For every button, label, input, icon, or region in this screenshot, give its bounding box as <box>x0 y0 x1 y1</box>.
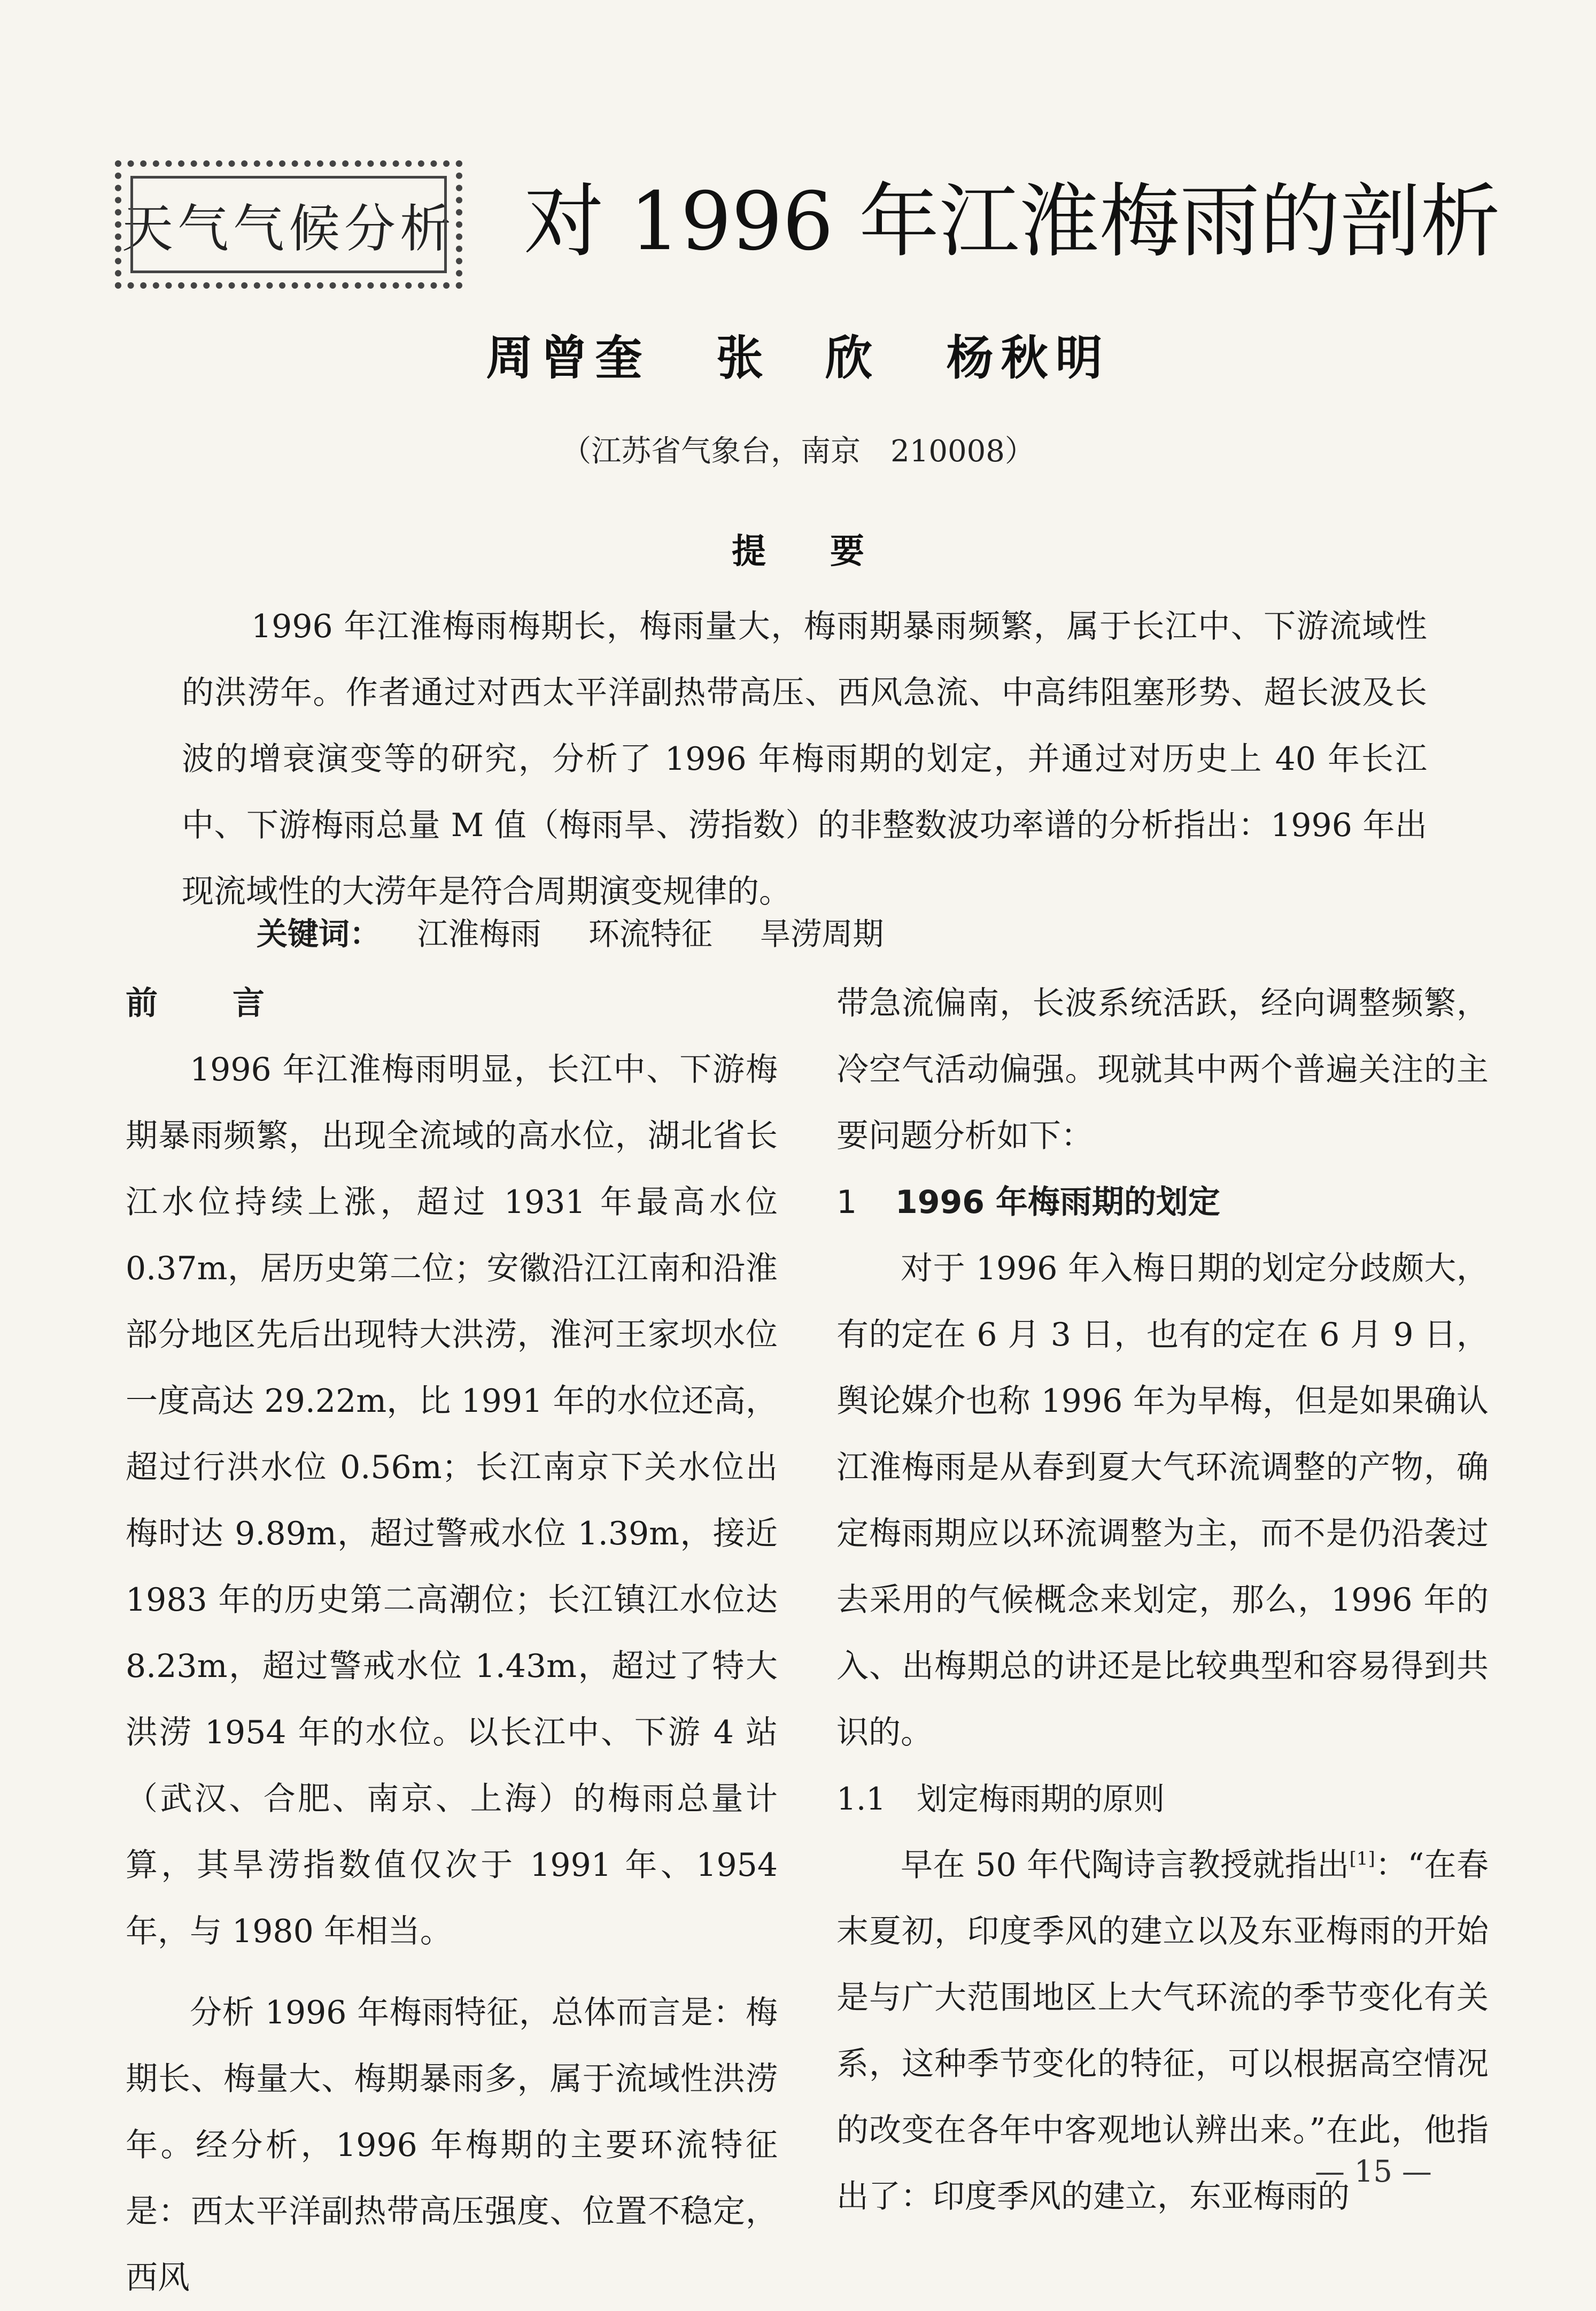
section-number: 1 <box>836 1184 857 1221</box>
keywords-label: 关键词： <box>257 916 381 952</box>
subsection-number: 1.1 <box>836 1781 886 1817</box>
section-title: 1996 年梅雨期的划定 <box>895 1184 1220 1221</box>
column-tag: 天气气候分析 <box>122 198 455 259</box>
page-number: — 15 — <box>1315 2154 1432 2189</box>
abstract-text: 1996 年江淮梅雨梅期长，梅雨量大，梅雨期暴雨频繁，属于长江中、下游流域性的洪涝年。作者通过对西太平洋副热带高压、西风急流、中高纬阻塞形势、超长波及长波的增衰演变等的研究，分析了 1996 年梅雨期的划定，并通过对历史上 40 年长江中、下游梅雨总量 M 值（梅雨旱、涝指数）的非整数波功率谱的分析指出：1996 年出现流域性的大涝年是符合周期演变规律的。 <box>182 608 1427 910</box>
column-tag-box <box>115 160 462 289</box>
paragraph-text: ：“在春末夏初，印度季风的建立以及东亚梅雨的开始是与广大范围地区上大气环流的季节变化有关系，这种季节变化的特征，可以根据高空情况的改变在各年中客观地认辨出来。”在此，他指出了：印度季风的建立，东亚梅雨的 <box>836 1846 1489 2215</box>
author-list <box>0 321 1596 388</box>
author-name: 周曾奎 <box>486 330 650 385</box>
body-paragraph-continuation: 带急流偏南，长波系统活跃，经向调整频繁，冷空气活动偏强。现就其中两个普遍关注的主要问题分析如下： <box>836 985 1489 1155</box>
left-column <box>126 970 778 2311</box>
reference-mark: [1] <box>1349 1848 1375 1869</box>
keyword: 旱涝周期 <box>760 916 884 952</box>
author-name: 杨秋明 <box>946 330 1110 385</box>
section-heading-1 <box>836 1169 1489 1235</box>
keyword: 江淮梅雨 <box>417 916 541 952</box>
article-title: 对 1996 年江淮梅雨的剖析 <box>524 175 1501 268</box>
abstract-heading: 提要 <box>732 532 928 571</box>
keyword: 环流特征 <box>588 916 712 952</box>
body-paragraph: 分析 1996 年梅雨特征，总体而言是：梅期长、梅量大、梅期暴雨多，属于流域性洪涝年。经分析，1996 年梅期的主要环流特征是：西太平洋副热带高压强度、位置不稳定，西风 <box>126 1994 778 2297</box>
section-title-preface: 前 言 <box>126 985 286 1022</box>
subsection-heading-1-1 <box>836 1766 1489 1832</box>
subsection-title: 划定梅雨期的原则 <box>917 1781 1165 1817</box>
body-paragraph: 对于 1996 年入梅日期的划定分歧颇大，有的定在 6 月 3 日，也有的定在 6 月 9 日，舆论媒介也称 1996 年为早梅，但是如果确认江淮梅雨是从春到夏大气环流调整的产物，确定梅雨期应以环流调整为主，而不是仍沿袭过去采用的气候概念来划定，那么，1996 年的入、出梅期总的讲还是比较典型和容易得到共识的。 <box>836 1250 1489 1751</box>
paragraph-text: 早在 50 年代陶诗言教授就指出 <box>901 1846 1350 1884</box>
body-paragraph: 1996 年江淮梅雨明显，长江中、下游梅期暴雨频繁，出现全流域的高水位，湖北省长江水位持续上涨，超过 1931 年最高水位 0.37m，居历史第二位；安徽沿江江南和沿淮部分地区先后出现特大洪涝，淮河王家坝水位一度高达 29.22m，比 1991 年的水位还高，超过行洪水位 0.56m；长江南京下关水位出梅时达 9.89m，超过警戒水位 1.39m，接近 1983 年的历史第二高潮位；长江镇江水位达 8.23m，超过警戒水位 1.43m，超过了特大洪涝 1954 年的水位。以长江中、下游 4 站（武汉、合肥、南京、上海）的梅雨总量计算，其旱涝指数值仅次于 1991 年、1954 年，与 1980 年相当。 <box>126 1051 778 1950</box>
keywords <box>257 909 921 954</box>
affiliation: （江苏省气象台，南京 210008） <box>561 434 1035 469</box>
right-column <box>836 970 1489 2230</box>
abstract <box>182 593 1427 925</box>
author-name: 张 欣 <box>716 330 880 385</box>
